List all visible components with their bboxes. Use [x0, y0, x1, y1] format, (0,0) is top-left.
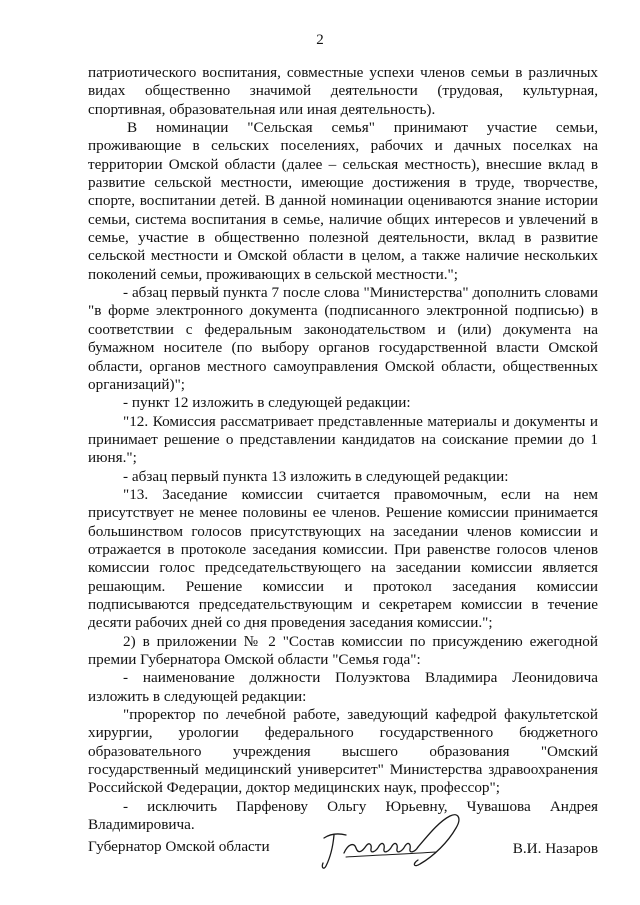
paragraph-exclude-members: - исключить Парфенову Ольгу Юрьевну, Чувашова Андрея Владимировича. — [88, 797, 598, 834]
signature-stroke-body — [344, 843, 418, 853]
paragraph-appendix-2: 2) в приложении № 2 "Состав комиссии по присуждению ежегодной премии Губернатора Омской области "Семья года": — [88, 632, 598, 668]
paragraph-point-12-text: "12. Комиссия рассматривает представленные материалы и документы и принимает решение о представлении кандидатов на соискание премии до 1 июня."; — [88, 412, 598, 467]
signer-name: В.И. Назаров — [512, 840, 598, 857]
paragraph-point-13-intro: - абзац первый пункта 13 изложить в следующей редакции: — [123, 467, 509, 485]
page-number: 2 — [316, 32, 324, 48]
signer-position: Губернатор Омской области — [88, 838, 270, 855]
signature-stroke-flourish — [414, 815, 459, 866]
signature-block — [88, 828, 598, 878]
paragraph-point-12-intro: - пункт 12 изложить в следующей редакции: — [123, 394, 411, 412]
signature-stroke-initial — [322, 834, 346, 868]
paragraph-continuation: патриотического воспитания, совместные успехи членов семьи в различных видах общественно значимой деятельности (трудовая, культурная, спортивная, образовательная или иная деятельность). — [88, 64, 598, 118]
paragraph-rural-family-nomination: В номинации "Сельская семья" принимают участие семьи, проживающие в сельских поселениях, рабочих и дачных поселках на территории Омской области (далее – сельская местность), внесшие вклад в развитие сельской местности, имеющие достижения в труде, творчестве, спорте, воспитании детей. В данной номинации оцениваются знание истории семьи, система воспитания в семье, наличие общих интересов и увлечений в семье, участие в общественно полезной деятельности, вклад в развитие сельской местности и Омской области в целом, а также наличие нескольких поколений семьи, проживающих в сельской местности."; — [88, 119, 598, 283]
paragraph-point-7-amendment: - абзац первый пункта 7 после слова "Министерства" дополнить словами "в форме электронного документа (подписанного электронной подписью) в соответствии с федеральным законодательством и (или) документа на бумажном носителе (по выбору органов государственной власти Омской области, органов местного самоуправления Омской области, общественных организаций)"; — [88, 284, 598, 393]
paragraph-position-title-text: "проректор по лечебной работе, заведующий кафедрой факультетской хирургии, урологии федерального государственного бюджетного образовательного учреждения высшего образования "Омский государственный медицинский университет" Министерства здравоохранения Российской Федерации, доктор медицинских наук, профессор"; — [88, 706, 598, 797]
signature-stroke-underline — [346, 852, 436, 857]
document-body — [88, 64, 598, 834]
paragraph-point-13-text: "13. Заседание комиссии считается правомочным, если на нем присутствует не менее половины ее членов. Решение комиссии принимается большинством голосов присутствующих на заседании членов комиссии и отражается в протоколе заседания комиссии. При равенстве голосов членов комиссии голос председательствующего на заседании комиссии является решающим. Решение комиссии и протокол заседания комиссии подписываются председательствующим и секретарем комиссии в течение десяти рабочих дней со дня проведения заседания комиссии."; — [88, 485, 598, 632]
handwritten-signature — [316, 808, 476, 878]
paragraph-position-title-intro: - наименование должности Полуэктова Владимира Леонидовича изложить в следующей редакции: — [88, 669, 598, 705]
